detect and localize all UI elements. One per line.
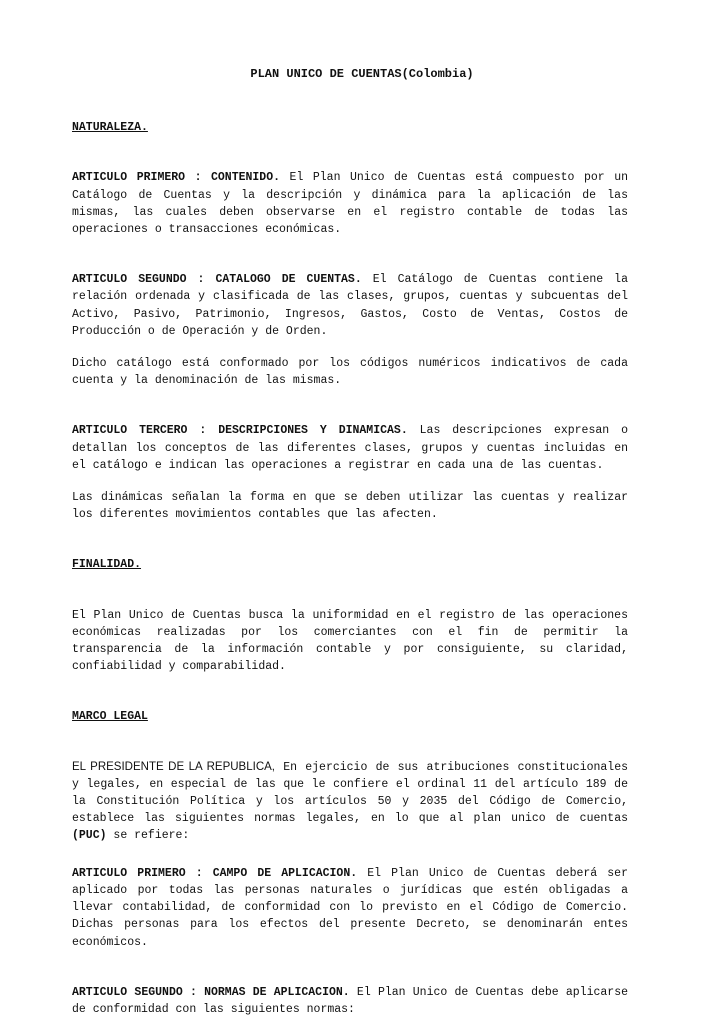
heading-naturaleza: NATURALEZA. xyxy=(72,121,148,135)
article-label: ARTICULO PRIMERO : CAMPO DE APLICACION. xyxy=(72,866,358,880)
article-label: ARTICULO TERCERO : DESCRIPCIONES Y DINAMICAS. xyxy=(72,424,408,438)
article-text: El Plan Unico de Cuentas debe aplicarse de conformidad con las siguientes normas: xyxy=(72,985,629,1016)
article-text: El Plan Unico de Cuentas está compuesto por un Catálogo de Cuentas y la descripción y dinámica para la aplicación de las mismas, las cuales deben observarse en el registro contable de todas las operaciones o transacciones económicas. xyxy=(72,171,628,237)
puc-label: (PUC) xyxy=(72,829,107,843)
heading-marco-legal: MARCO LEGAL xyxy=(72,710,148,724)
document-title: PLAN UNICO DE CUENTAS(Colombia) xyxy=(250,67,474,81)
article-segundo-normas-aplicacion xyxy=(72,984,628,1018)
article-primero-campo-aplicacion xyxy=(72,865,628,951)
marco-text-a: En ejercicio de sus atribuciones constitucionales y legales, en especial de las que le confiere el ordinal 11 del artículo 189 de la Constitución Política y los artículos 50 y 2035 del Código de Comercio, establece las siguientes normas legales, en lo que al plan unico de cuentas xyxy=(72,760,628,826)
article-tercero-descripciones xyxy=(72,422,628,474)
paragraph-marco-legal xyxy=(72,759,628,845)
article-text: El Plan Unico de Cuentas deberá ser aplicado por todas las personas naturales o jurídicas que estén obligadas a llevar contabilidad, de conformidad con lo previsto en el Código de Comercio. Dichas personas para los efectos del presente Decreto, se denominarán entes económicos. xyxy=(72,866,628,949)
article-primero-contenido xyxy=(72,169,628,238)
article-label: ARTICULO PRIMERO : CONTENIDO. xyxy=(72,171,281,185)
heading-finalidad: FINALIDAD. xyxy=(72,558,142,572)
marco-lead: EL PRESIDENTE DE LA REPUBLICA, xyxy=(72,760,275,773)
article-label: ARTICULO SEGUNDO : CATALOGO DE CUENTAS. xyxy=(72,273,362,287)
paragraph-catalogo-codigos: Dicho catálogo está conformado por los códigos numéricos indicativos de cada cuenta y la denominación de las mismas. xyxy=(72,357,628,388)
document-page xyxy=(72,60,628,1018)
marco-text-b: se refiere: xyxy=(106,829,190,843)
article-text: El Catálogo de Cuentas contiene la relación ordenada y clasificada de las clases, grupos, cuentas y subcuentas del Activo, Pasivo, Patrimonio, Ingresos, Gastos, Costo de Ventas, Costos de Producción o de Operación y de Orden. xyxy=(72,273,628,338)
article-text: Las descripciones expresan o detallan los conceptos de las diferentes clases, grupos y cuentas incluidas en el catálogo e indican las operaciones a registrar en cada una de las cuentas. xyxy=(72,424,628,472)
paragraph-dinamicas: Las dinámicas señalan la forma en que se deben utilizar las cuentas y realizar los diferentes movimientos contables que las afecten. xyxy=(72,491,628,522)
article-segundo-catalogo xyxy=(72,271,628,340)
paragraph-finalidad: El Plan Unico de Cuentas busca la uniformidad en el registro de las operaciones económicas realizadas por los comerciantes con el fin de permitir la transparencia de la información contable y por consiguiente, su claridad, confiabilidad y comparabilidad. xyxy=(72,608,628,674)
article-label: ARTICULO SEGUNDO : NORMAS DE APLICACION. xyxy=(72,985,350,999)
